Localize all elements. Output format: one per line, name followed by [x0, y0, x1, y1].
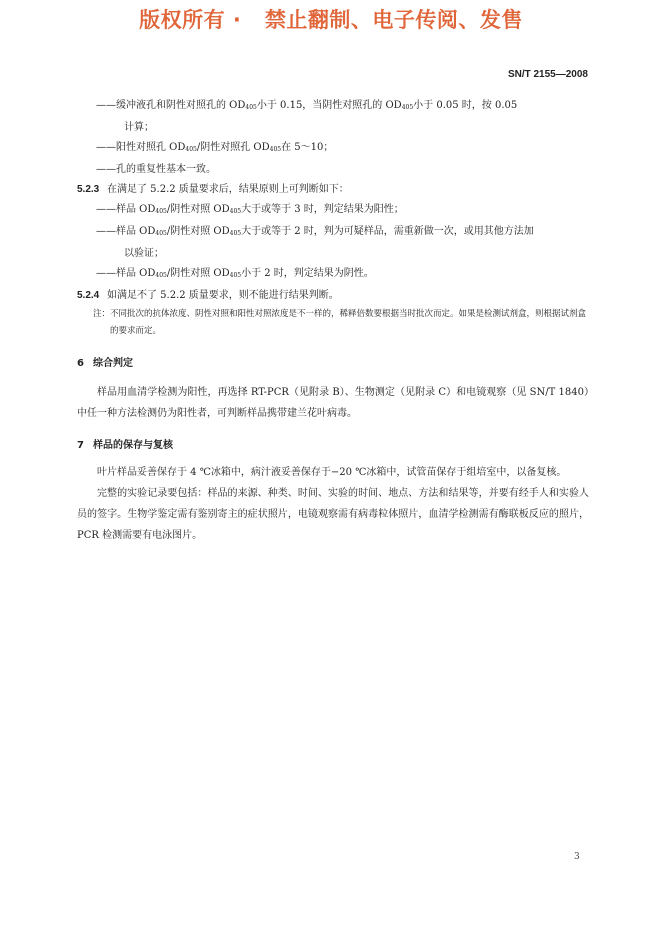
- list-item-continuation: 以验证；: [124, 248, 164, 259]
- list-item: ——样品 $OD_{405}/$阴性对照 $OD_{405}$大于或等于 3 时，判定结果为阳性；: [96, 204, 404, 215]
- copyright-watermark: 版权所有 · 禁止翻制、电子传阅、发售: [139, 8, 523, 32]
- list-item: ——孔的重复性基本一致。: [96, 164, 216, 175]
- section-heading-7: 7 样品的保存与复核: [77, 440, 173, 451]
- clause-5-2-4: 5.2.4 如满足不了 5.2.2 质量要求，则不能进行结果判断。: [77, 286, 589, 306]
- page-number: 3: [574, 852, 580, 862]
- note: 注：不同批次的抗体浓度、阴性对照和阳性对照浓度是不一样的，稀释倍数要根据当时批次而定。如果是检测试剂盒，则根据试剂盒的要求而定。: [93, 309, 587, 336]
- list-item: ——阳性对照孔 $OD_{405}/$阴性对照孔 $OD_{405}$在 5～10；: [96, 142, 334, 153]
- list-item-continuation: 计算；: [124, 122, 154, 133]
- standard-code: SN/T 2155—2008: [507, 69, 588, 80]
- section-heading-6: 6 综合判定: [77, 358, 133, 369]
- list-item: ——样品 $OD_{405}/$阴性对照 $OD_{405}$大于或等于 2 时，判为可疑样品，需重新做一次，或用其他方法加: [96, 226, 534, 237]
- section-7-paragraph: 完整的实验记录要包括：样品的来源、种类、时间、实验的时间、地点、方法和结果等，并要有经手人和实验人员的签字。生物学鉴定需有鉴别寄主的症状照片，电镜观察需有病毒粒体照片，血清学检测需有酶联板反应的照片，PCR 检测需要有电泳图片。: [77, 488, 589, 541]
- list-item: ——缓冲液孔和阴性对照孔的 $OD_{405}$小于 0.15，当阴性对照孔的 $OD_{405}$小于 0.05 时，按 0.05: [96, 100, 518, 111]
- clause-number: 5.2.4: [77, 290, 100, 301]
- section-6-paragraph: 样品用血清学检测为阳性，再选择 RT-PCR（见附录 B）、生物测定（见附录 C）和电镜观察（见 SN/T 1840）中任一种方法检测仍为阳性者，可判断样品携带建兰花叶病毒。: [77, 387, 589, 419]
- document-body: [77, 96, 589, 546]
- clause-number: 5.2.3: [77, 184, 100, 195]
- clause-5-2-3: 5.2.3 在满足了 5.2.2 质量要求后，结果原则上可判断如下：: [77, 180, 589, 200]
- list-item: ——样品 $OD_{405}/$阴性对照 $OD_{405}$小于 2 时，判定结果为阴性。: [96, 268, 374, 279]
- section-7-paragraph: 叶片样品妥善保存于 4 ℃冰箱中，病汁液妥善保存于−20 ℃冰箱中，试管苗保存于组培室中，以备复核。: [97, 467, 567, 478]
